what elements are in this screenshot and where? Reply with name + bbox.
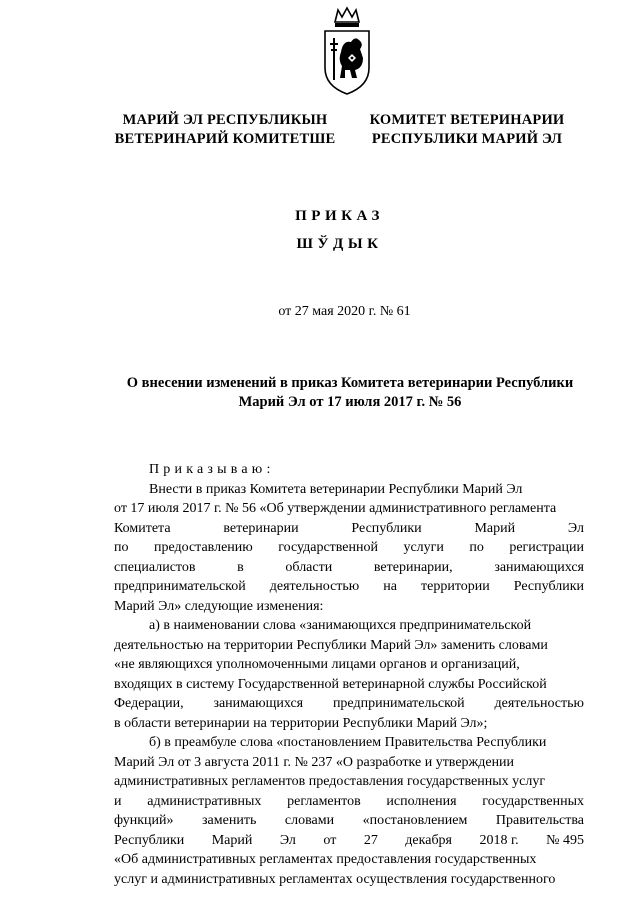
body-word: государственной (278, 540, 378, 555)
body-word: Марий (211, 832, 253, 848)
body-word: по (114, 540, 129, 555)
body-word: государственных (482, 793, 584, 809)
body-line: услуг и административных регламентах осуществления государственного (114, 871, 556, 887)
body-word: исполнения (386, 793, 457, 809)
body-word: от (323, 832, 337, 848)
body-word: на (383, 579, 397, 594)
header-left-line1: МАРИЙ ЭЛ РЕСПУБЛИКЫН (122, 112, 328, 128)
body-line (114, 538, 584, 558)
body-line: деятельностью на территории Республики Марий Эл» заменить словами (114, 637, 548, 653)
body-word: ветеринарии (223, 520, 299, 536)
body-line (114, 831, 584, 851)
body-line (114, 558, 584, 578)
body-word: Республики (513, 579, 584, 594)
document-date: от 27 мая 2020 г. № 61 (278, 304, 411, 319)
body-line (114, 519, 584, 539)
subject-line1: О внесении изменений в приказ Комитета ветеринарии Республики (126, 375, 574, 391)
body-line: а) в наименовании слова «занимающихся предпринимательской (149, 618, 532, 633)
body-line: от 17 июля 2017 г. № 56 «Об утверждении административного регламента (114, 501, 557, 516)
header-left-mari (100, 111, 350, 149)
body-lead: Приказываю: (149, 462, 275, 477)
body-line (114, 694, 584, 714)
body-word: услуги (403, 540, 444, 555)
body-line: Марий Эл» следующие изменения: (114, 598, 324, 614)
body-word: по (469, 540, 484, 555)
header-right-russian (354, 111, 580, 149)
body-word: предпринимательской (332, 696, 465, 711)
body-word: административных (147, 793, 262, 809)
body-line: входящих в систему Государственной ветеринарной службы Российской (114, 676, 547, 692)
body-line: «Об административных регламентах предоставления государственных (114, 852, 537, 867)
body-line (114, 792, 584, 812)
document-title-prikaz: ПРИКАЗ (295, 208, 384, 224)
body-word: занимающихся (213, 696, 304, 711)
document-subject (100, 374, 600, 412)
body-word: территории (421, 579, 490, 594)
coat-of-arms-icon (321, 6, 373, 96)
body-word: специалистов (114, 559, 196, 575)
body-word: функций» (114, 813, 174, 828)
body-line: в области ветеринарии на территории Республики Марий Эл»; (114, 715, 488, 731)
body-word: Республики (114, 832, 185, 848)
body-word: регламентов (287, 793, 361, 809)
body-word: Комитета (114, 520, 171, 536)
body-word: Эл (279, 832, 296, 848)
body-word: Правительства (495, 813, 584, 828)
body-word: «постановлением (362, 813, 468, 828)
body-word: 27 (363, 832, 378, 848)
body-word: деятельностью (494, 696, 584, 711)
body-line: Марий Эл от 3 августа 2011 г. № 237 «О разработке и утверждении (114, 754, 515, 770)
body-word: № 495 (546, 832, 584, 848)
body-word: Республики (351, 520, 422, 536)
body-word: декабря (405, 832, 452, 848)
document-body (114, 460, 584, 889)
header-right-line2: РЕСПУБЛИКИ МАРИЙ ЭЛ (371, 131, 563, 147)
body-word: и (114, 793, 122, 809)
document-title-shudyk: ШЎДЫК (296, 236, 383, 252)
body-word: предоставлению (153, 540, 253, 555)
body-line: «не являющихся уполномоченными лицами органов и организаций, (114, 657, 520, 672)
body-line (114, 577, 584, 597)
body-word: ветеринарии, (373, 559, 453, 575)
body-word: в (237, 559, 244, 575)
body-word: словами (284, 813, 335, 828)
body-word: 2018 г. (479, 832, 519, 848)
body-word: Эл (567, 520, 584, 536)
subject-line2: Марий Эл от 17 июля 2017 г. № 56 (238, 394, 462, 410)
body-line: административных регламентов предоставления государственных услуг (114, 774, 546, 789)
body-word: предпринимательской (114, 579, 246, 594)
body-word: заменить (202, 813, 257, 828)
body-line: Внести в приказ Комитета ветеринарии Республики Марий Эл (149, 481, 523, 497)
body-word: Федерации, (114, 696, 184, 711)
body-word: занимающихся (494, 559, 584, 575)
header-left-line2: ВЕТЕРИНАРИЙ КОМИТЕТШЕ (114, 131, 336, 147)
body-word: области (285, 559, 333, 575)
body-line (114, 811, 584, 831)
header-right-line1: КОМИТЕТ ВЕТЕРИНАРИИ (369, 112, 565, 128)
body-word: деятельностью (269, 579, 360, 594)
body-word: регистрации (509, 540, 584, 555)
body-word: Марий (474, 520, 516, 536)
body-line: б) в преамбуле слова «постановлением Правительства Республики (149, 735, 547, 750)
